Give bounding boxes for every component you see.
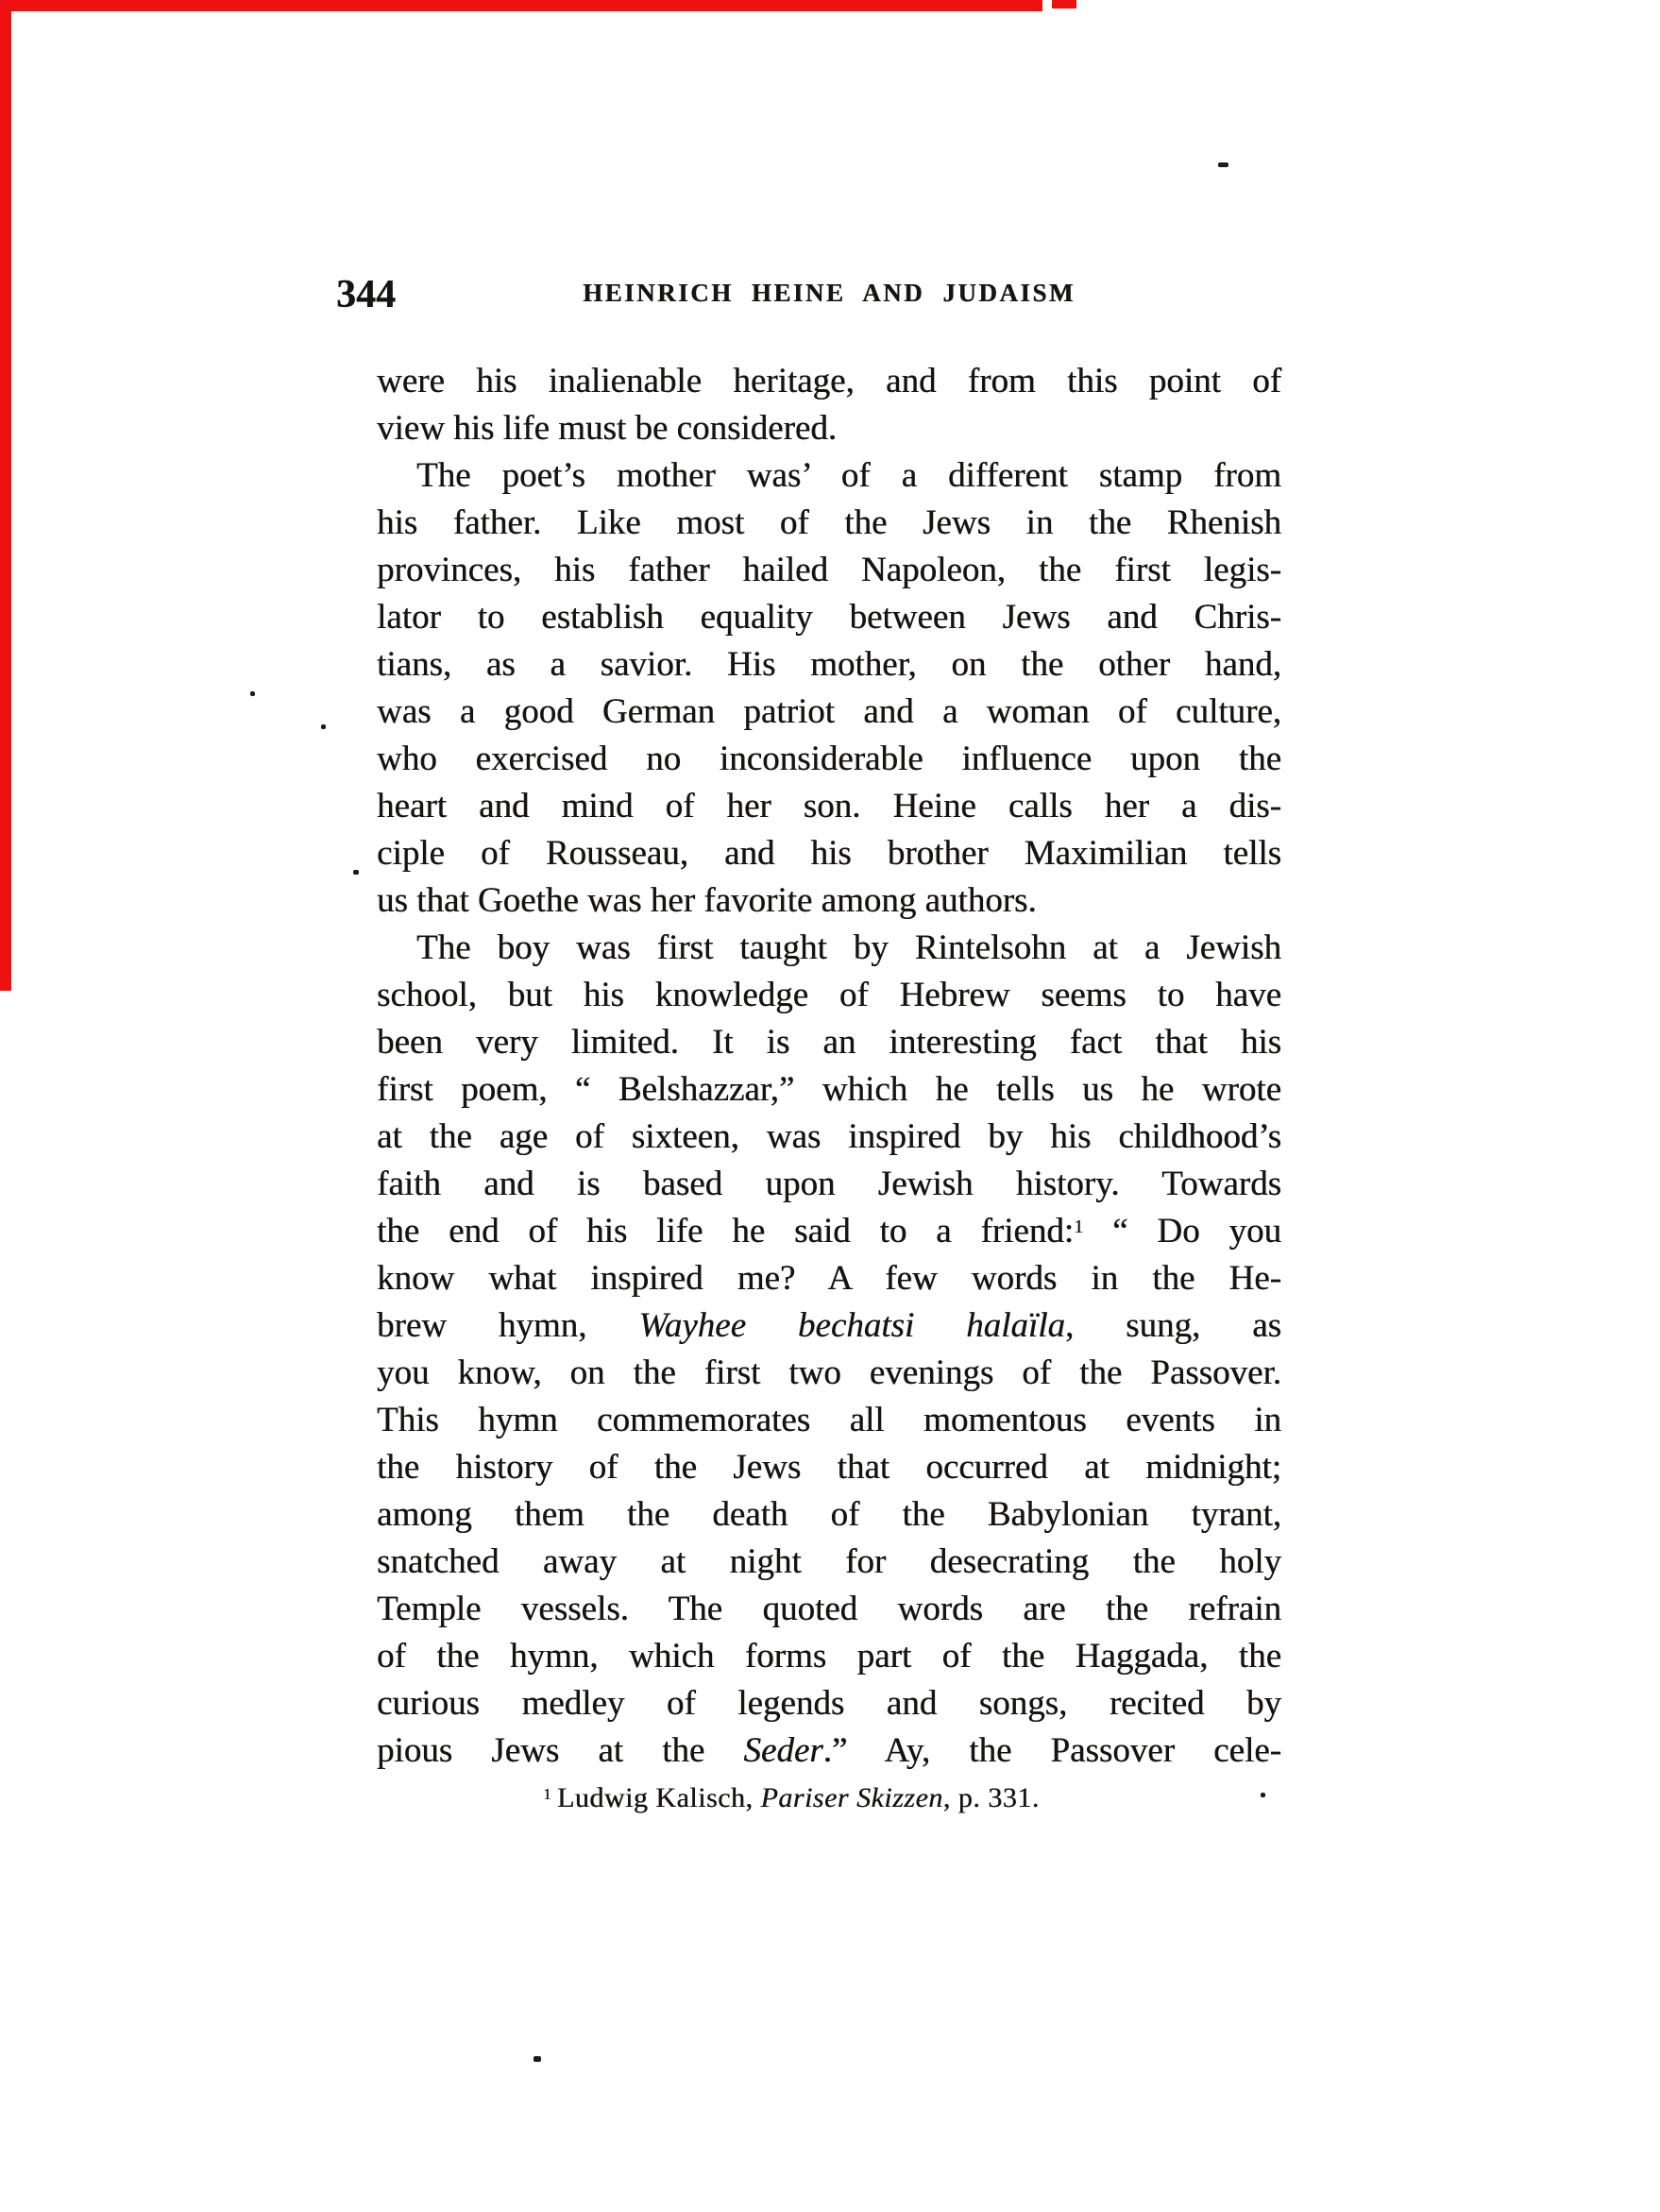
text-line bbox=[377, 1397, 1281, 1444]
text-segment: the end of his life he said to a friend: bbox=[377, 1212, 1075, 1251]
scan-speck bbox=[250, 691, 255, 696]
text-segment: among them the death of the Babylonian tyrant, bbox=[377, 1495, 1281, 1534]
footnote-work-title: Pariser Skizzen bbox=[760, 1782, 943, 1813]
scan-edge-artifact-left bbox=[0, 0, 11, 991]
text-segment: lator to establish equality between Jews and Chris- bbox=[377, 598, 1281, 637]
italic-phrase: Seder bbox=[743, 1731, 823, 1770]
text-segment: “ Do you bbox=[1083, 1212, 1281, 1251]
text-segment: you know, on the first two evenings of the Passover. bbox=[377, 1353, 1281, 1392]
text-line bbox=[377, 877, 1281, 925]
text-line bbox=[377, 1633, 1281, 1680]
text-segment: The boy was first taught by Rintelsohn at a Jewish bbox=[416, 928, 1281, 967]
footnote-text-pre: Ludwig Kalisch, bbox=[556, 1782, 761, 1813]
text-line bbox=[377, 452, 1281, 500]
text-line bbox=[377, 925, 1281, 972]
text-line bbox=[377, 547, 1281, 594]
text-segment: ciple of Rousseau, and his brother Maximilian tells bbox=[377, 834, 1281, 873]
text-segment: faith and is based upon Jewish history. Towards bbox=[377, 1165, 1281, 1203]
text-line bbox=[377, 500, 1281, 547]
text-segment: first poem, “ Belshazzar,” which he tells us he wrote bbox=[377, 1070, 1281, 1109]
footnote-marker: 1 bbox=[543, 1784, 551, 1803]
text-line bbox=[377, 405, 1281, 452]
text-segment: Temple vessels. The quoted words are the refrain bbox=[377, 1590, 1281, 1628]
text-line bbox=[377, 1066, 1281, 1114]
text-segment: been very limited. It is an interesting fact that his bbox=[377, 1023, 1281, 1062]
text-line bbox=[377, 1302, 1281, 1350]
text-line bbox=[377, 1491, 1281, 1539]
text-segment: curious medley of legends and songs, recited by bbox=[377, 1684, 1281, 1723]
text-line bbox=[377, 1586, 1281, 1633]
text-segment: who exercised no inconsiderable influence upon the bbox=[377, 740, 1281, 778]
text-segment: pious Jews at the bbox=[377, 1731, 744, 1770]
text-segment: provinces, his father hailed Napoleon, the first legis- bbox=[377, 551, 1281, 589]
text-line bbox=[377, 1444, 1281, 1491]
text-line bbox=[377, 1539, 1281, 1586]
text-line bbox=[377, 972, 1281, 1019]
scan-edge-artifact-top bbox=[0, 0, 1042, 11]
scan-speck bbox=[1261, 1793, 1265, 1797]
text-segment: of the hymn, which forms part of the Haggada, the bbox=[377, 1637, 1281, 1676]
text-segment: know what inspired me? A few words in the He- bbox=[377, 1259, 1281, 1298]
text-segment: his father. Like most of the Jews in the Rhenish bbox=[377, 503, 1281, 542]
text-segment: tians, as a savior. His mother, on the other hand, bbox=[377, 645, 1281, 684]
text-segment: was a good German patriot and a woman of culture, bbox=[377, 692, 1281, 731]
text-line bbox=[377, 1350, 1281, 1397]
scan-speck bbox=[534, 2056, 541, 2062]
text-line bbox=[377, 689, 1281, 736]
text-line bbox=[377, 358, 1281, 405]
text-line bbox=[377, 1727, 1281, 1775]
text-line bbox=[377, 1114, 1281, 1161]
body-text bbox=[377, 358, 1281, 1775]
scan-speck bbox=[321, 724, 326, 729]
footnote-reference: 1 bbox=[1074, 1216, 1084, 1237]
text-segment: .” Ay, the Passover cele- bbox=[822, 1731, 1281, 1770]
italic-phrase: Wayhee bechatsi halaïla bbox=[638, 1306, 1065, 1345]
text-segment: school, but his knowledge of Hebrew seems to have bbox=[377, 976, 1281, 1014]
text-line bbox=[377, 594, 1281, 641]
page-number: 344 bbox=[336, 273, 396, 316]
text-segment: were his inalienable heritage, and from this point of bbox=[377, 362, 1281, 400]
text-segment: snatched away at night for desecrating the holy bbox=[377, 1542, 1281, 1581]
scan-speck bbox=[1218, 162, 1228, 167]
text-segment: The poet’s mother was’ of a different stamp from bbox=[416, 456, 1281, 495]
text-line bbox=[377, 1161, 1281, 1208]
text-segment: This hymn commemorates all momentous events in bbox=[377, 1401, 1281, 1439]
text-line bbox=[377, 1680, 1281, 1727]
footnote bbox=[339, 1779, 1244, 1817]
text-segment: at the age of sixteen, was inspired by his childhood’s bbox=[377, 1117, 1281, 1156]
text-segment: , sung, as bbox=[1064, 1306, 1281, 1345]
text-line bbox=[377, 1019, 1281, 1066]
text-segment: us that Goethe was her favorite among authors. bbox=[377, 881, 1037, 920]
footnote-text-post: , p. 331. bbox=[942, 1782, 1040, 1813]
text-line bbox=[377, 830, 1281, 877]
scan-speck bbox=[353, 870, 359, 875]
text-segment: the history of the Jews that occurred at midnight; bbox=[377, 1448, 1281, 1487]
text-line bbox=[377, 641, 1281, 689]
text-line bbox=[377, 1255, 1281, 1302]
text-segment: heart and mind of her son. Heine calls her a dis- bbox=[377, 787, 1281, 825]
text-line bbox=[377, 783, 1281, 830]
scan-edge-artifact-dash bbox=[1052, 0, 1076, 9]
text-segment: brew hymn, bbox=[377, 1306, 639, 1345]
running-title: HEINRICH HEINE AND JUDAISM bbox=[583, 279, 1076, 307]
text-line bbox=[377, 1208, 1281, 1255]
text-line bbox=[377, 736, 1281, 783]
text-segment: view his life must be considered. bbox=[377, 409, 838, 448]
